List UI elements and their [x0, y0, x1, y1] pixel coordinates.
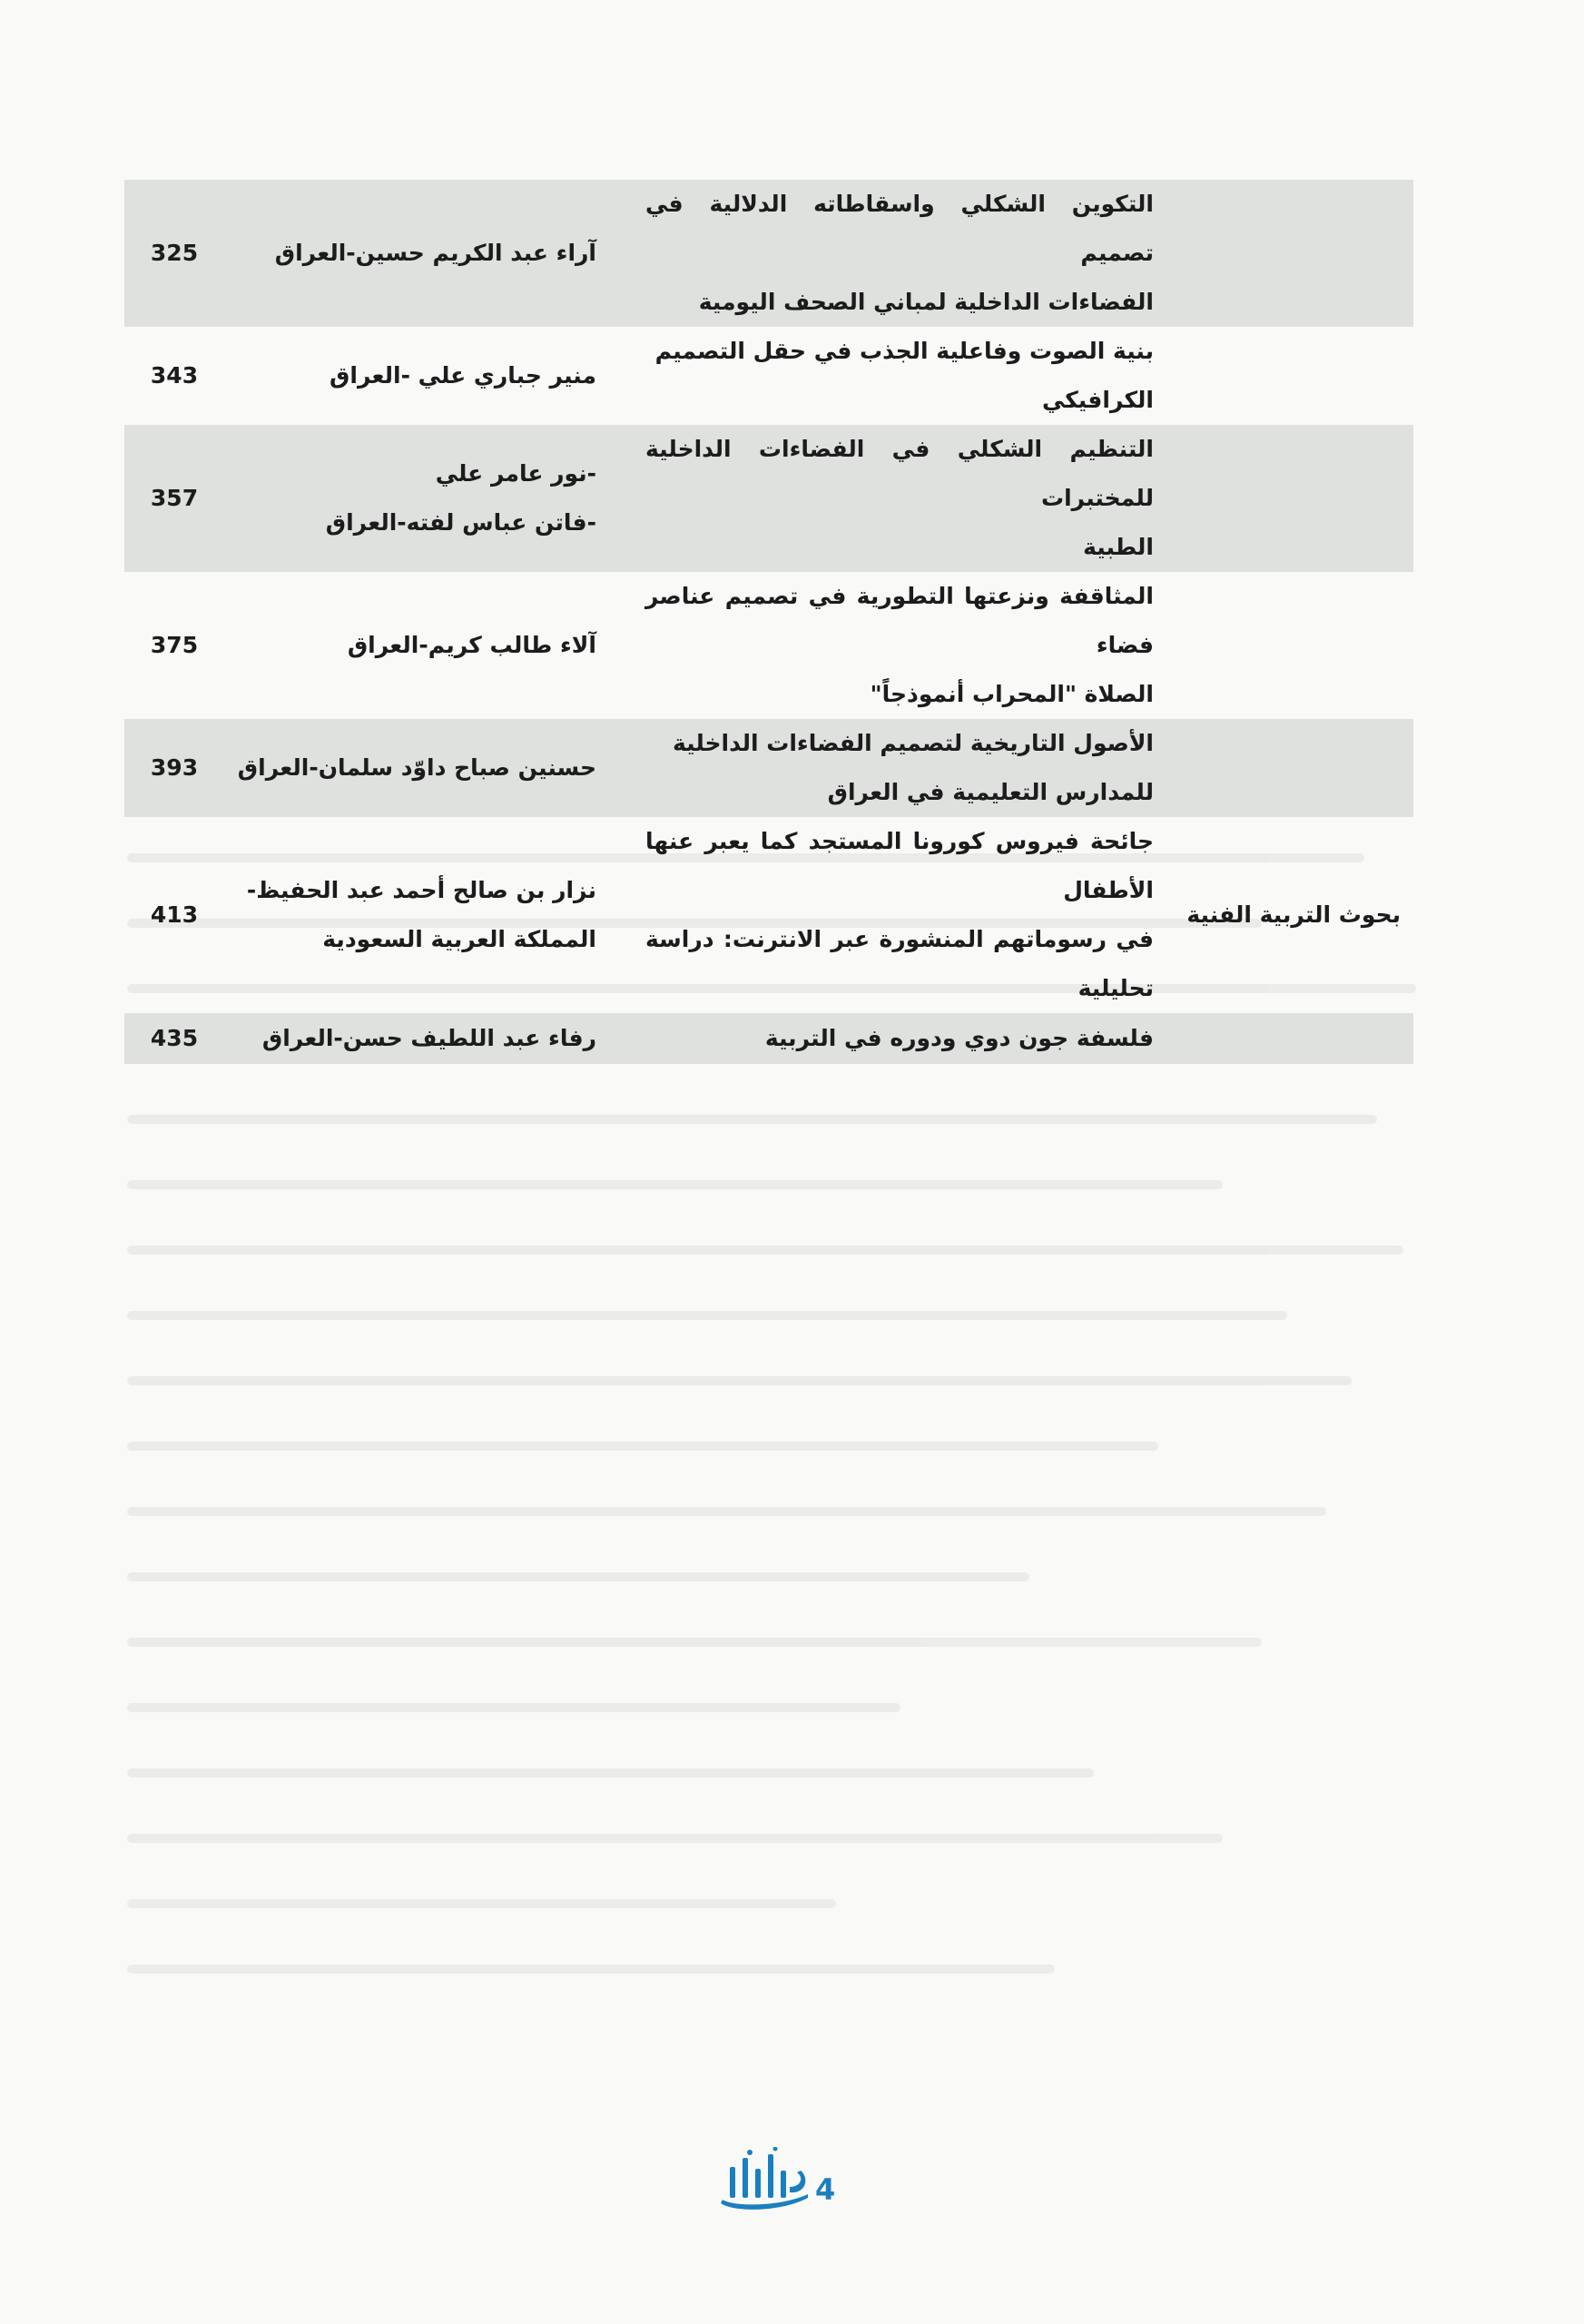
page-number: 343: [150, 362, 199, 389]
title-line: التكوين الشكلي واسقاطاته الدلالية في تصميم: [645, 191, 1154, 266]
title-cell: [629, 180, 1154, 327]
page-number-footer: 4: [815, 2172, 836, 2207]
title-cell: [629, 425, 1154, 572]
author-cell: [224, 1013, 629, 1064]
author-line: حسنين صباح داوّد سلمان-العراق: [237, 754, 596, 781]
title-line: للمدارس التعليمية في العراق: [827, 779, 1154, 805]
author-cell: [224, 425, 629, 572]
page-number: 325: [124, 180, 224, 327]
page-number: 375: [150, 632, 199, 658]
contents-table: [124, 180, 1413, 1064]
table-row: [124, 327, 1413, 425]
author-line: نزار بن صالح أحمد عبد الحفيظ-: [246, 877, 596, 903]
author-cell: [224, 719, 629, 817]
author-line: آلاء طالب كريم-العراق: [347, 632, 596, 658]
section-cell: [1154, 719, 1413, 817]
author-cell: [224, 327, 629, 425]
page-number: 357: [124, 425, 224, 572]
section-cell: [1154, 1013, 1413, 1064]
section-cell: [1154, 180, 1413, 327]
author-line: آراء عبد الكريم حسين-العراق: [274, 240, 596, 266]
section-cell: [1154, 425, 1413, 572]
title-line: جائحة فيروس كورونا المستجد كما يعبر عنها الأطفال: [645, 828, 1154, 903]
author-cell: [224, 572, 629, 719]
al-academy-logo: [717, 2147, 812, 2218]
title-line: الأصول التاريخية لتصميم الفضاءات الداخلية: [672, 730, 1154, 756]
title-cell: [629, 327, 1154, 425]
title-line: الكرافيكي: [1041, 387, 1154, 413]
section-cell: [1154, 572, 1413, 719]
author-line: -نور عامر علي: [435, 460, 596, 487]
page-number: 435: [124, 1013, 224, 1064]
title-cell: [629, 817, 1154, 1013]
title-line: التنظيم الشكلي في الفضاءات الداخلية للمختبرات: [645, 436, 1154, 511]
table-row: [124, 817, 1413, 1013]
table-row: [124, 572, 1413, 719]
title-line: فلسفة جون دوي ودوره في التربية: [764, 1025, 1154, 1051]
table-row: [124, 180, 1413, 327]
table-row: [124, 1013, 1413, 1064]
title-cell: [629, 572, 1154, 719]
table-row: [124, 719, 1413, 817]
title-line: الصلاة "المحراب أنموذجاً": [870, 681, 1154, 707]
author-cell: [224, 817, 629, 1013]
page-number: 393: [124, 719, 224, 817]
page-footer: [717, 2147, 844, 2220]
author-line: منير جباري علي -العراق: [330, 362, 596, 389]
section-cell: [1154, 327, 1413, 425]
author-line: -فاتن عباس لفته-العراق: [325, 509, 596, 536]
title-line: الطبية: [1083, 534, 1154, 560]
title-line: المثاقفة ونزعتها التطورية في تصميم عناصر فضاء: [645, 583, 1154, 658]
table-row: [124, 425, 1413, 572]
title-cell: [629, 719, 1154, 817]
author-line: المملكة العربية السعودية: [322, 926, 596, 952]
author-line: رفاء عبد اللطيف حسن-العراق: [261, 1025, 596, 1051]
section-heading: بحوث التربية الفنية: [1186, 901, 1401, 928]
author-cell: [224, 180, 629, 327]
page-number: 413: [150, 901, 199, 928]
title-line: الفضاءات الداخلية لمباني الصحف اليومية: [698, 289, 1154, 315]
title-line: في رسوماتهم المنشورة عبر الانترنت: دراسة تحليلية: [645, 926, 1154, 1001]
title-line: بنية الصوت وفاعلية الجذب في حقل التصميم: [654, 338, 1154, 364]
title-cell: [629, 1013, 1154, 1064]
